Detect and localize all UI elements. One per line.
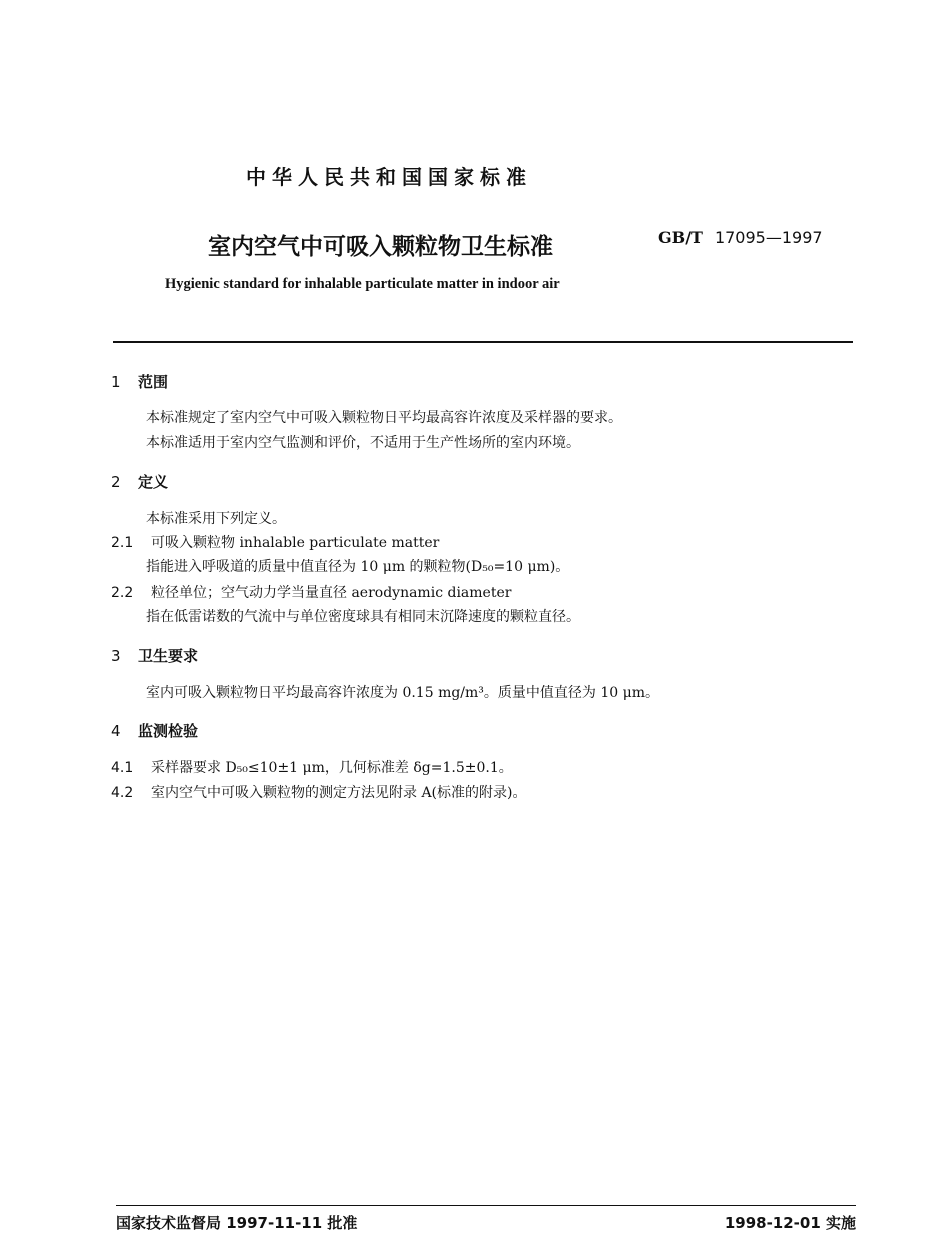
section-4-number: 4 <box>111 722 121 740</box>
subsection-4-2 <box>111 782 526 802</box>
subsection-4-1-number: 4.1 <box>111 760 134 776</box>
section-1-number: 1 <box>111 373 121 391</box>
subsection-2-2-text: 粒径单位；空气动力学当量直径 aerodynamic diameter <box>151 585 512 601</box>
section-1-title: 范围 <box>138 373 169 391</box>
subsection-2-1-number: 2.1 <box>111 535 134 551</box>
standard-code <box>658 228 823 247</box>
section-4-title: 监测检验 <box>138 722 199 740</box>
subsection-2-1 <box>111 532 439 552</box>
section-1-heading <box>111 371 168 392</box>
national-standard-header: 中华人民共和国国家标准 <box>246 165 532 189</box>
section-1-paragraph-1: 本标准规定了室内空气中可吸入颗粒物日平均最高容许浓度及采样器的要求。 <box>146 410 622 426</box>
section-3-number: 3 <box>111 647 121 665</box>
footer-issued: 国家技术监督局 1997-11-11 批准 <box>116 1214 358 1232</box>
subsection-2-1-text: 可吸入颗粒物 inhalable particulate matter <box>151 535 440 551</box>
section-1-paragraph-2: 本标准适用于室内空气监测和评价，不适用于生产性场所的室内环境。 <box>146 435 580 451</box>
english-title: Hygienic standard for inhalable particulate matter in indoor air <box>165 276 560 292</box>
section-2-paragraph-1: 本标准采用下列定义。 <box>146 511 286 527</box>
section-2-number: 2 <box>111 473 121 491</box>
section-3-paragraph-1: 室内可吸入颗粒物日平均最高容许浓度为 0.15 mg/m³。质量中值直径为 10 μm。 <box>146 685 660 701</box>
standard-code-prefix: GB/T <box>658 228 703 247</box>
section-4-heading <box>111 720 198 741</box>
standard-code-number: 17095—1997 <box>714 228 823 247</box>
footer-divider <box>116 1205 856 1206</box>
section-2-heading <box>111 471 168 492</box>
standard-title: 室内空气中可吸入颗粒物卫生标准 <box>208 234 553 260</box>
subsection-2-2 <box>111 582 511 602</box>
subsection-2-2-number: 2.2 <box>111 585 134 601</box>
section-3-title: 卫生要求 <box>138 647 199 665</box>
subsection-2-1-detail: 指能进入呼吸道的质量中值直径为 10 μm 的颗粒物(D₅₀=10 μm)。 <box>146 559 570 575</box>
header-divider <box>113 341 853 343</box>
subsection-2-2-detail: 指在低雷诺数的气流中与单位密度球具有相同末沉降速度的颗粒直径。 <box>146 609 580 625</box>
subsection-4-1-text: 采样器要求 D₅₀≤10±1 μm，几何标准差 δg=1.5±0.1。 <box>151 760 513 776</box>
section-2-title: 定义 <box>138 473 169 491</box>
subsection-4-2-number: 4.2 <box>111 785 134 801</box>
subsection-4-1 <box>111 757 513 777</box>
section-3-heading <box>111 645 198 666</box>
subsection-4-2-text: 室内空气中可吸入颗粒物的测定方法见附录 A(标准的附录)。 <box>151 785 527 801</box>
footer-effective: 1998-12-01 实施 <box>724 1214 856 1232</box>
